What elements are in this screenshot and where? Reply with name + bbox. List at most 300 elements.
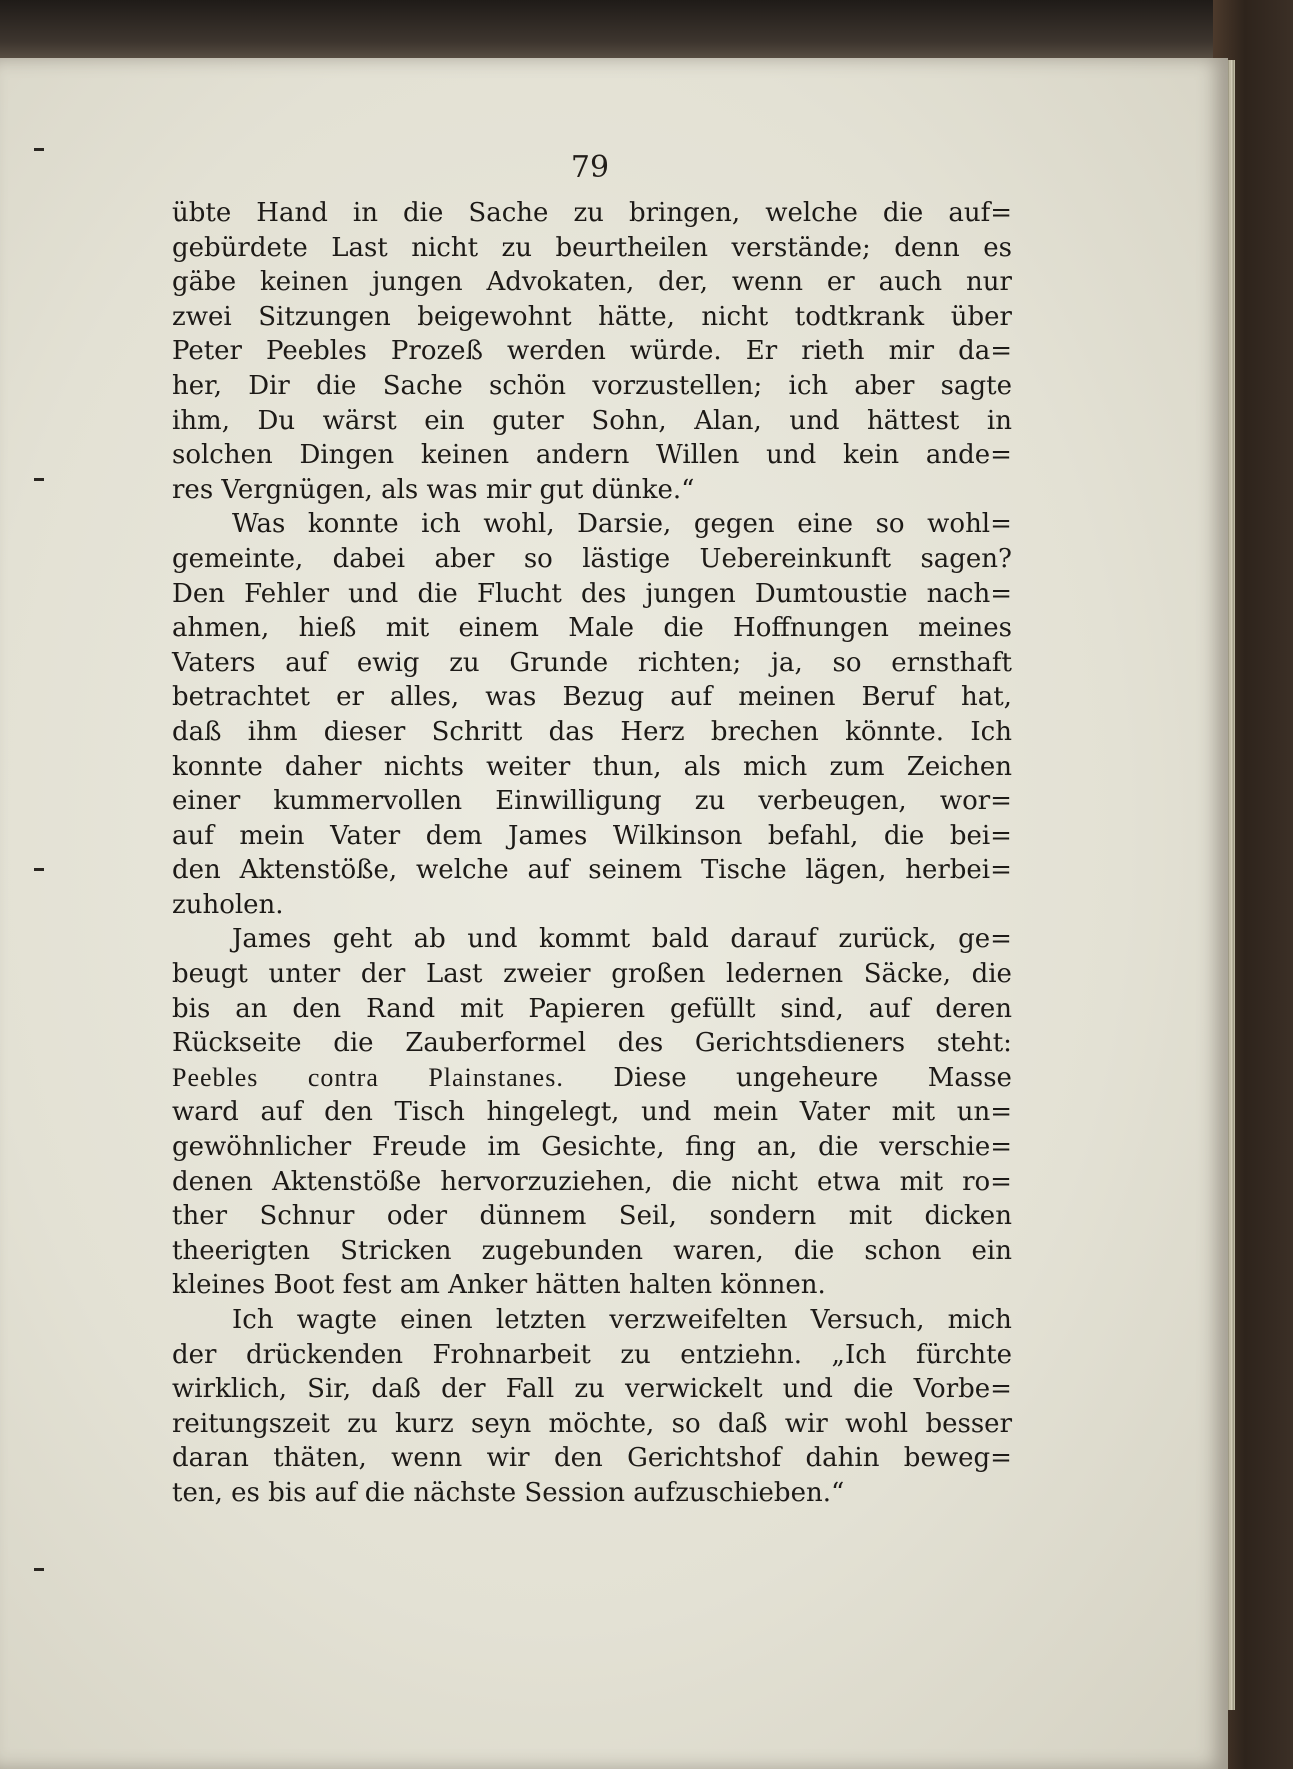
- word: dem: [425, 820, 483, 851]
- word: bald: [651, 924, 709, 955]
- word: zum: [829, 751, 885, 782]
- text-line: [172, 542, 1012, 577]
- word: verstände;: [731, 232, 871, 263]
- word: er: [826, 267, 855, 298]
- word: drückenden: [245, 1339, 403, 1370]
- word: kurz: [395, 1408, 454, 1439]
- word: das: [548, 716, 595, 747]
- word: er: [336, 682, 364, 713]
- text-line: [172, 196, 1012, 231]
- word: aber: [434, 543, 495, 574]
- word: ein: [424, 405, 465, 436]
- text-line: [172, 819, 1012, 854]
- word: Stricken: [340, 1235, 452, 1266]
- word: ihm: [247, 716, 298, 747]
- word: ro=: [962, 1166, 1012, 1197]
- word: auch: [878, 267, 943, 298]
- word: Peter: [172, 336, 242, 367]
- word: Uebereinkunft: [699, 543, 892, 574]
- word: mit: [848, 1201, 893, 1232]
- word: James: [508, 820, 588, 851]
- word: wirklich,: [172, 1374, 287, 1405]
- word: Frohnarbeit: [432, 1339, 591, 1370]
- word: mich: [743, 751, 808, 782]
- word: Aktenstöße: [271, 1166, 422, 1197]
- word: gefüllt: [670, 993, 756, 1024]
- word: entziehn.: [680, 1339, 802, 1370]
- word: Diese: [613, 1062, 687, 1093]
- word: deren: [935, 993, 1012, 1024]
- word: ande=: [925, 440, 1012, 471]
- word: mich: [947, 1305, 1012, 1335]
- word: James: [232, 924, 312, 955]
- word: verzweifelten: [609, 1305, 788, 1335]
- word: des: [617, 1028, 664, 1059]
- word: ich: [788, 370, 829, 401]
- word: dünnem: [479, 1201, 587, 1232]
- word: Hand: [256, 198, 328, 228]
- word: nicht: [731, 1166, 798, 1197]
- word: Peebles: [266, 336, 367, 367]
- word: werden: [507, 336, 606, 367]
- word: wagte: [296, 1305, 377, 1335]
- word: ge=: [958, 924, 1012, 955]
- binding-stitch: [34, 1568, 44, 1571]
- word: Vater: [330, 820, 401, 851]
- word: so: [523, 543, 553, 574]
- word: hätte,: [598, 301, 675, 332]
- word: darauf: [730, 924, 817, 955]
- word: Darsie,: [577, 509, 672, 540]
- word: her,: [172, 370, 222, 401]
- word: dahin: [805, 1443, 880, 1474]
- word: nicht: [411, 232, 479, 263]
- word: waren,: [673, 1235, 764, 1266]
- word: nur: [966, 267, 1012, 298]
- word: Vater: [799, 1097, 870, 1128]
- word: mir: [888, 336, 934, 367]
- word: die: [882, 198, 924, 228]
- word: keinen: [420, 440, 510, 471]
- word: an,: [756, 1132, 798, 1163]
- word: Male: [568, 613, 635, 644]
- word: auf: [172, 820, 214, 851]
- word: mit: [891, 1097, 936, 1128]
- word: Masse: [927, 1062, 1012, 1093]
- text-line: [172, 231, 1012, 266]
- word: an: [235, 993, 268, 1024]
- word: brechen: [710, 716, 819, 747]
- text-line: [172, 750, 1012, 785]
- word: Säcke,: [863, 959, 951, 990]
- text-line: zuholen.: [172, 889, 284, 920]
- text-line: [172, 646, 1012, 681]
- word: seyn: [471, 1408, 532, 1439]
- word: befahl,: [767, 820, 859, 851]
- word: die: [671, 1166, 713, 1197]
- word: un=: [956, 1097, 1012, 1128]
- word: Zauberformel: [405, 1028, 587, 1059]
- text-line: [172, 611, 1012, 646]
- word: Dir: [248, 370, 290, 401]
- word: dieser: [323, 716, 406, 747]
- word: eine: [797, 509, 854, 540]
- word: Versuch,: [810, 1305, 925, 1335]
- word: großen: [611, 959, 706, 990]
- word: beweg=: [903, 1443, 1012, 1474]
- word: daß: [717, 1408, 768, 1439]
- binding-stitch: [34, 478, 44, 481]
- word: ther: [172, 1201, 228, 1232]
- word: und: [766, 440, 817, 471]
- word: Vorbe=: [913, 1374, 1012, 1405]
- text-line: [172, 1061, 1012, 1096]
- word: solchen: [172, 440, 273, 471]
- word: thun,: [592, 751, 662, 782]
- word: sind,: [780, 993, 844, 1024]
- word: Er: [745, 336, 778, 367]
- text-line: [172, 1407, 1012, 1442]
- word: zu: [573, 198, 604, 228]
- word: jungen: [372, 267, 463, 298]
- word: Grunde: [509, 647, 609, 678]
- word: kummervollen: [273, 786, 463, 817]
- text-line: [172, 1130, 1012, 1165]
- word: meines: [918, 613, 1012, 644]
- word: und: [641, 1097, 692, 1128]
- word: und: [467, 924, 518, 955]
- word: welche: [765, 198, 858, 228]
- word: Alan,: [694, 405, 762, 436]
- word: zu: [620, 1339, 651, 1370]
- word: kein: [842, 440, 900, 471]
- word: Prozeß: [390, 336, 483, 367]
- word: nicht: [701, 301, 769, 332]
- word: den: [324, 1097, 373, 1128]
- word: nichts: [383, 751, 464, 782]
- word: zwei: [172, 301, 232, 332]
- word: zu: [449, 647, 480, 678]
- text-line: ten, es bis auf die nächste Session aufzuschieben.“: [172, 1477, 845, 1508]
- word: beurtheilen: [555, 232, 708, 263]
- word: da=: [958, 336, 1012, 367]
- text-line: [172, 853, 1012, 888]
- text-line: [172, 404, 1012, 439]
- word: hättest: [867, 405, 960, 436]
- word: seinem: [588, 855, 683, 886]
- word: gemeinte,: [172, 543, 304, 574]
- word: Freude: [372, 1132, 467, 1163]
- word: kommt: [539, 924, 631, 955]
- text-line: [172, 1095, 1012, 1130]
- word: herbei=: [905, 855, 1012, 886]
- word: bis: [172, 993, 211, 1024]
- word: wärst: [322, 405, 397, 436]
- word: Sache: [468, 198, 549, 228]
- word: denen: [172, 1166, 253, 1197]
- word: Wilkinson: [612, 820, 743, 851]
- word: wohl,: [483, 509, 555, 540]
- word: mein: [239, 820, 305, 851]
- text-line: [172, 1199, 1012, 1234]
- word: Gerichtshof: [627, 1443, 782, 1474]
- word: vorzustellen;: [592, 370, 763, 401]
- word: aber: [854, 370, 915, 401]
- word: dabei: [332, 543, 406, 574]
- word: fing: [685, 1132, 737, 1163]
- word: zweier: [503, 959, 591, 990]
- word: die: [883, 820, 925, 851]
- word: contra: [307, 1062, 379, 1092]
- text-line: [172, 992, 1012, 1027]
- word: theerigten: [172, 1235, 310, 1266]
- word: einen: [400, 1305, 473, 1335]
- word: fürchte: [916, 1339, 1012, 1370]
- word: konnte: [172, 751, 263, 782]
- text-line: [172, 1234, 1012, 1269]
- word: gäbe: [172, 267, 237, 298]
- word: besser: [925, 1408, 1012, 1439]
- word: übte: [172, 198, 232, 228]
- word: Aktenstöße,: [239, 855, 398, 886]
- binding-stitch: [34, 868, 44, 871]
- word: lästige: [582, 543, 671, 574]
- word: daß: [172, 716, 222, 747]
- word: mit: [899, 1166, 944, 1197]
- word: sagen?: [920, 543, 1012, 574]
- text-line: res Vergnügen, als was mir gut dünke.“: [172, 474, 695, 505]
- word: alles,: [390, 682, 460, 713]
- word: so: [875, 509, 905, 540]
- word: in: [986, 405, 1012, 436]
- word: wohl: [845, 1408, 909, 1439]
- word: im: [487, 1132, 521, 1163]
- word: wenn: [391, 1443, 463, 1474]
- word: dicken: [924, 1201, 1012, 1232]
- text-line: [172, 265, 1012, 300]
- word: Du: [257, 405, 296, 436]
- word: Rand: [366, 993, 436, 1024]
- word: Dingen: [299, 440, 395, 471]
- word: Papieren: [528, 993, 646, 1024]
- word: Last: [425, 959, 483, 990]
- text-line: [172, 1026, 1012, 1061]
- word: Fall: [505, 1374, 555, 1405]
- word: ein: [971, 1235, 1012, 1266]
- word: Sache: [382, 370, 463, 401]
- word: Bezug: [562, 682, 645, 713]
- word: die: [971, 959, 1012, 990]
- text-line: [172, 922, 1012, 957]
- word: etwa: [816, 1166, 881, 1197]
- word: wir: [784, 1408, 828, 1439]
- word: mit: [385, 613, 430, 644]
- word: bringen,: [628, 198, 741, 228]
- word: reitungszeit: [172, 1408, 330, 1439]
- word: zu: [694, 786, 726, 817]
- word: todtkrank: [794, 301, 925, 332]
- word: Last: [331, 232, 388, 263]
- word: über: [950, 301, 1012, 332]
- word: ewig: [356, 647, 420, 678]
- word: zu: [347, 1408, 378, 1439]
- word: einem: [458, 613, 539, 644]
- word: den: [292, 993, 342, 1024]
- word: Sir,: [307, 1374, 352, 1405]
- text-line: [172, 1338, 1012, 1373]
- word: wenn: [731, 267, 804, 298]
- word: gewöhnlicher: [172, 1132, 352, 1163]
- book-page: [0, 58, 1228, 1769]
- word: keinen: [260, 267, 349, 298]
- text-line: [172, 577, 1012, 612]
- word: Tische: [700, 855, 787, 886]
- word: hervorzuziehen,: [440, 1166, 653, 1197]
- word: die: [793, 1235, 835, 1266]
- word: es: [983, 232, 1012, 263]
- word: mit: [460, 993, 504, 1024]
- text-line: [172, 300, 1012, 335]
- word: Einwilligung: [495, 786, 662, 817]
- word: die: [853, 1374, 894, 1405]
- word: ja,: [770, 647, 803, 678]
- word: sagte: [940, 370, 1012, 401]
- word: ledernen: [726, 959, 844, 990]
- word: zugebunden: [481, 1235, 644, 1266]
- word: auf: [285, 647, 328, 678]
- word: Ich: [970, 716, 1012, 747]
- word: nach=: [926, 578, 1012, 609]
- word: verwickelt: [625, 1374, 763, 1405]
- word: Vaters: [172, 647, 256, 678]
- word: Schritt: [431, 716, 523, 747]
- word: die: [663, 613, 704, 644]
- word: Herz: [620, 716, 685, 747]
- word: Den: [172, 578, 225, 609]
- word: daß: [371, 1374, 421, 1405]
- text-line: [172, 1165, 1012, 1200]
- word: auf: [260, 1097, 303, 1128]
- text-line: kleines Boot fest am Anker hätten halten können.: [172, 1270, 826, 1301]
- word: letzten: [495, 1305, 587, 1335]
- word: Gerichtsdieners: [694, 1028, 906, 1059]
- word: oder: [386, 1201, 448, 1232]
- word: Was: [232, 509, 286, 540]
- word: richten;: [637, 647, 742, 678]
- word: den: [553, 1443, 603, 1474]
- word: Rückseite: [172, 1028, 302, 1059]
- word: welche: [416, 855, 509, 886]
- word: so: [832, 647, 862, 678]
- word: der: [172, 1339, 217, 1370]
- word: und: [782, 1374, 833, 1405]
- text-line: [172, 507, 1012, 542]
- word: Flucht: [476, 578, 562, 609]
- word: meinen: [738, 682, 836, 713]
- word: denn: [894, 232, 960, 263]
- word: Beruf: [861, 682, 935, 713]
- word: die: [403, 198, 444, 228]
- word: Willen: [656, 440, 740, 471]
- word: sondern: [709, 1201, 817, 1232]
- word: ahmen,: [172, 613, 270, 644]
- text-line: [172, 957, 1012, 992]
- word: Fehler: [244, 578, 330, 609]
- word: auf=: [948, 198, 1012, 228]
- word: Dumtoustie: [754, 578, 908, 609]
- word: des: [580, 578, 627, 609]
- word: beugt: [172, 959, 248, 990]
- word: Hoffnungen: [733, 613, 889, 644]
- word: weiter: [486, 751, 571, 782]
- word: der,: [658, 267, 709, 298]
- word: gegen: [693, 509, 775, 540]
- word: hingelegt,: [486, 1097, 620, 1128]
- word: guter: [492, 405, 564, 436]
- word: andern: [535, 440, 630, 471]
- word: thäten,: [273, 1443, 367, 1474]
- word: auf: [527, 855, 570, 886]
- word: unter: [268, 959, 341, 990]
- word: zu: [501, 232, 532, 263]
- word: zu: [574, 1374, 605, 1405]
- word: die: [333, 1028, 374, 1059]
- text-line: [172, 715, 1012, 750]
- word: schön: [489, 370, 567, 401]
- page-number: 79: [570, 150, 610, 185]
- word: und: [789, 405, 840, 436]
- word: Schnur: [259, 1201, 355, 1232]
- word: Ich: [232, 1305, 274, 1335]
- word: auf: [868, 993, 911, 1024]
- text-line: [172, 438, 1012, 473]
- book-cover-top: [0, 0, 1293, 60]
- word: und: [348, 578, 399, 609]
- word: konnte: [307, 509, 399, 540]
- text-line: [172, 334, 1012, 369]
- word: einer: [172, 786, 241, 817]
- word: wir: [486, 1443, 530, 1474]
- word: ich: [421, 509, 461, 540]
- word: hat,: [960, 682, 1012, 713]
- text-line: [172, 1372, 1012, 1407]
- word: steht:: [936, 1028, 1012, 1059]
- word: würde.: [629, 336, 722, 367]
- text-line: [172, 369, 1012, 404]
- word: daran: [172, 1443, 249, 1474]
- word: bei=: [949, 820, 1012, 851]
- text-line: [172, 1303, 1012, 1338]
- word: „Ich: [831, 1339, 887, 1370]
- word: die: [417, 578, 458, 609]
- word: Advokaten,: [486, 267, 635, 298]
- word: schon: [864, 1235, 942, 1266]
- word: ungeheure: [736, 1062, 879, 1093]
- word: rieth: [801, 336, 865, 367]
- word: gebürdete: [172, 232, 308, 263]
- word: was: [485, 682, 537, 713]
- word: mein: [712, 1097, 779, 1128]
- word: hieß: [298, 613, 357, 644]
- word: Sohn,: [591, 405, 667, 436]
- word: möchte,: [548, 1408, 655, 1439]
- word: Gesichte,: [541, 1132, 665, 1163]
- word: betrachtet: [172, 682, 310, 713]
- word: lägen,: [805, 855, 887, 886]
- word: ernsthaft: [891, 647, 1012, 678]
- word: so: [671, 1408, 701, 1439]
- body-text: [172, 196, 1012, 1511]
